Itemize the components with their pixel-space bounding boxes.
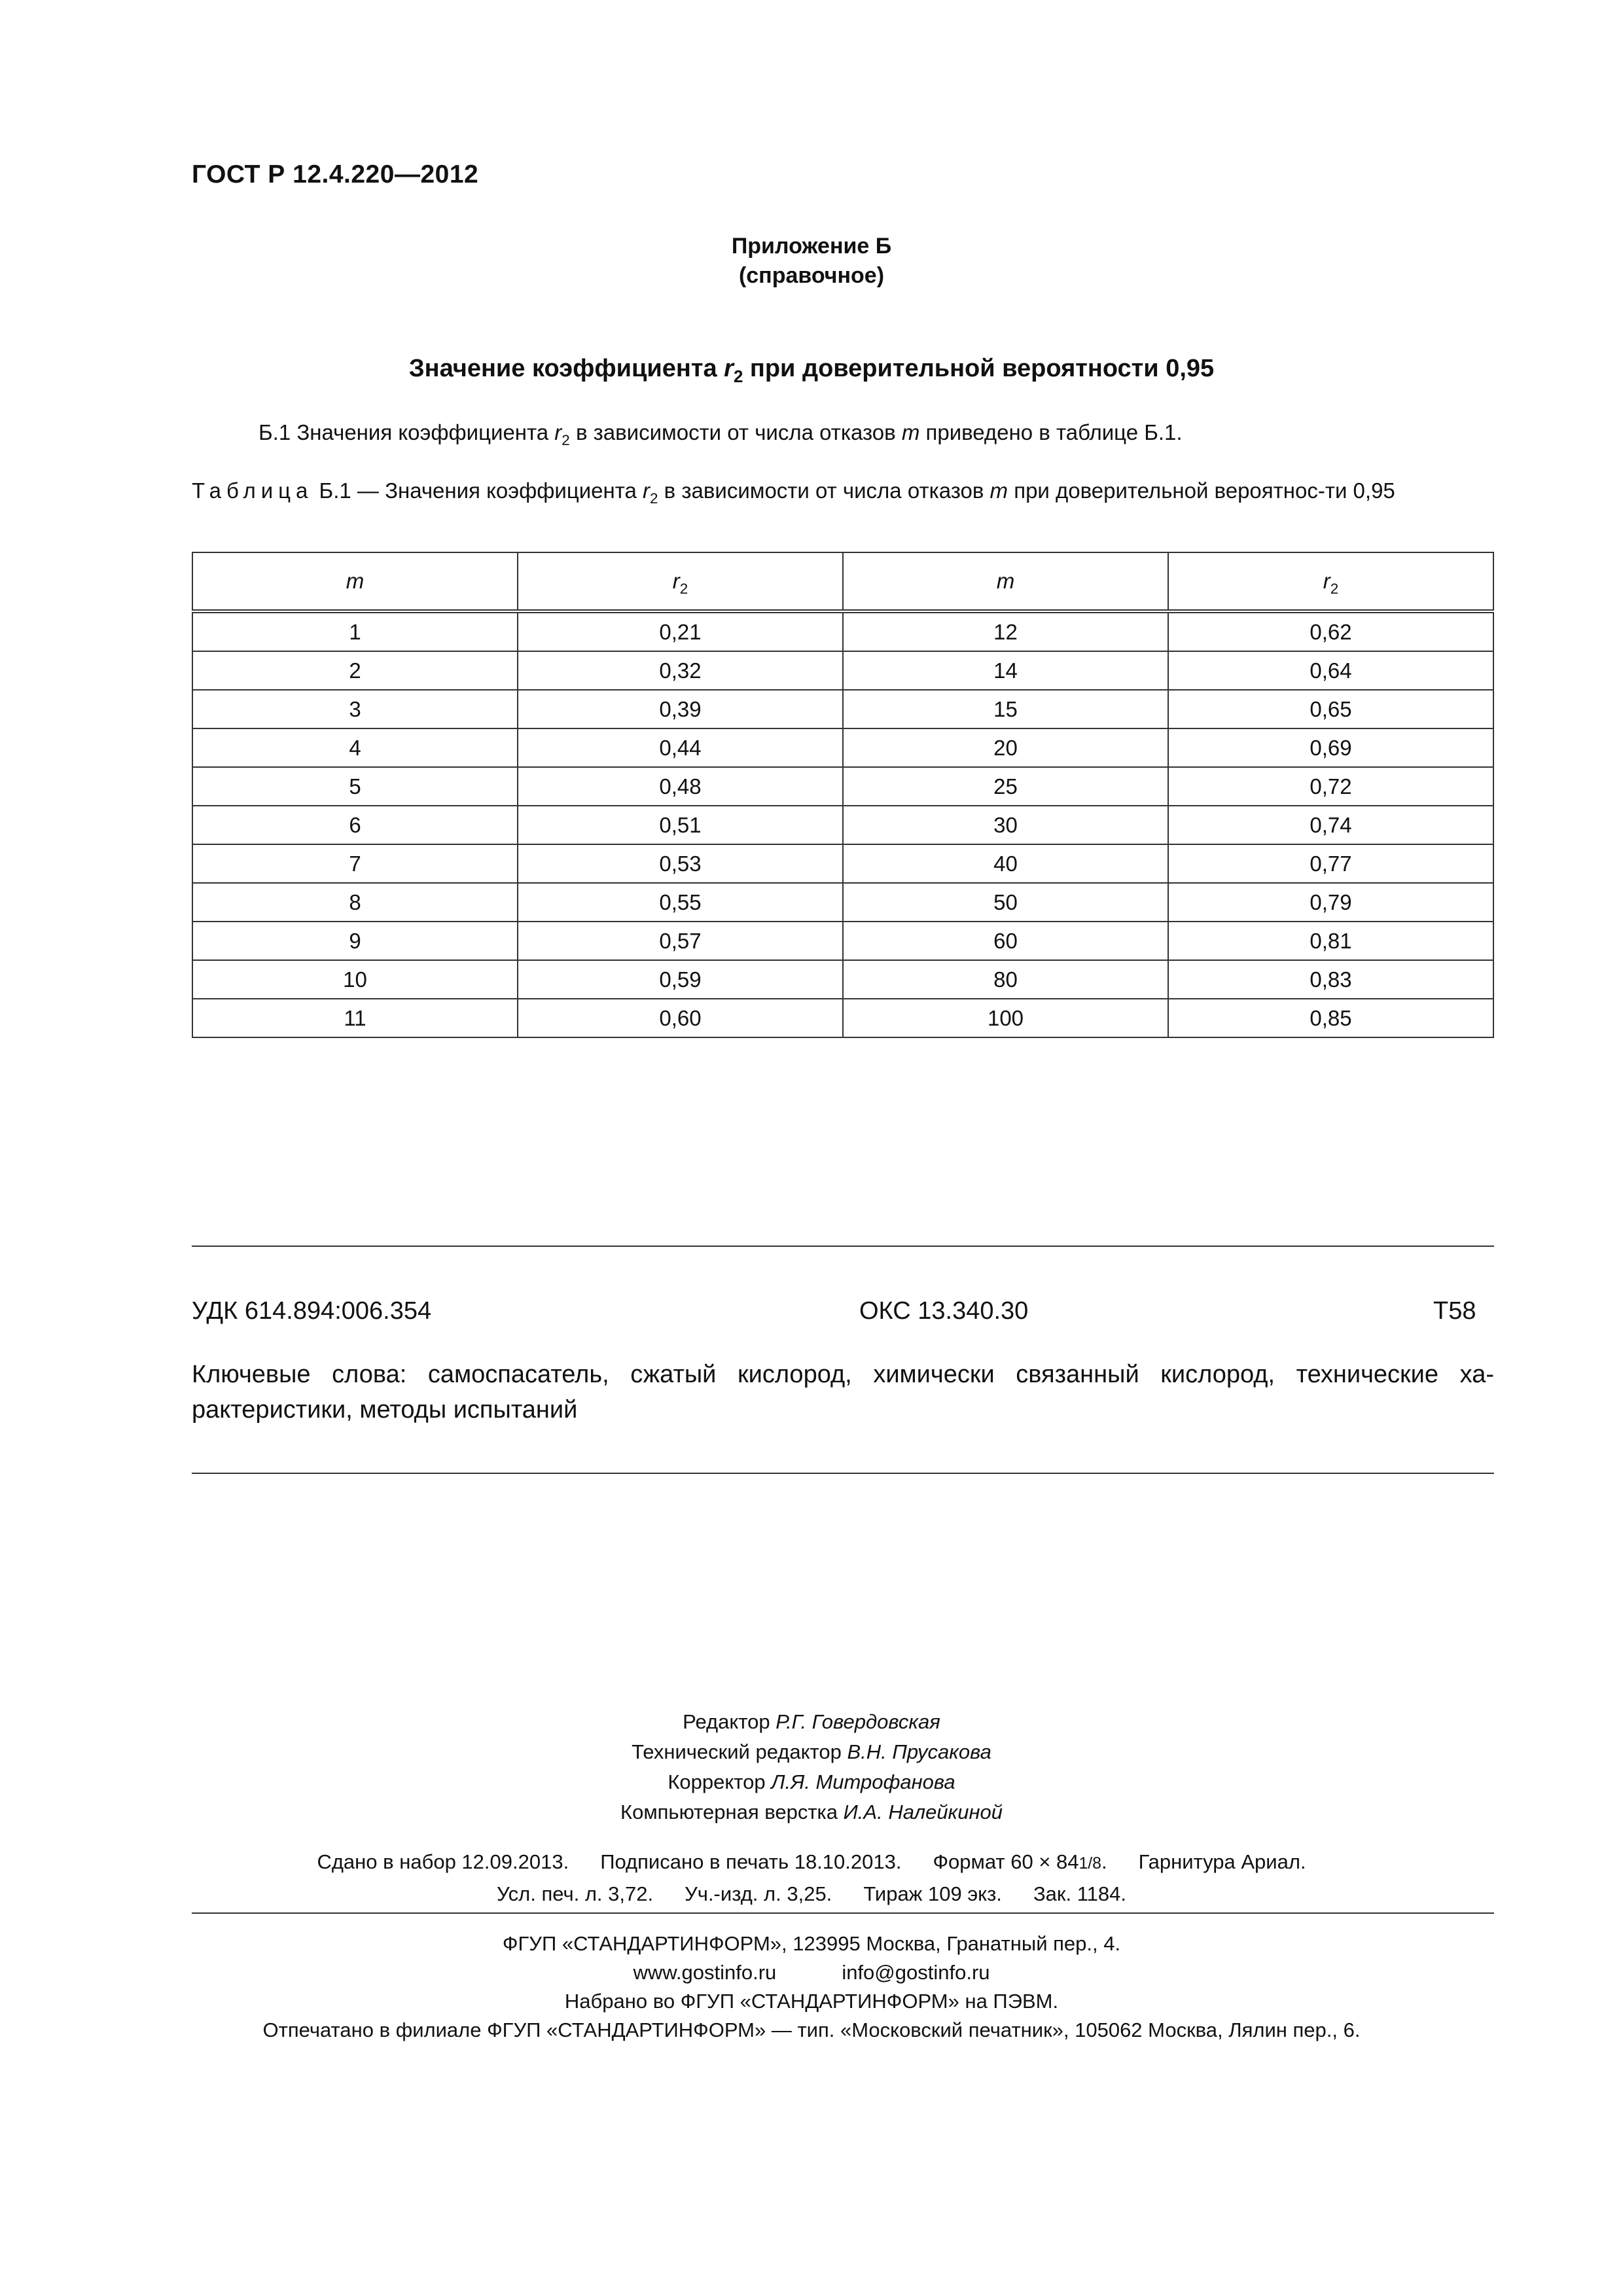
appendix-status: (справочное) [738,263,885,288]
divider-middle [192,1473,1494,1474]
header-m-left-text: m [346,569,365,593]
table-row [192,806,1493,844]
credit-role: Корректор [668,1770,772,1793]
section-title-symbol: r [724,355,734,382]
table-cell: 8 [192,883,518,922]
header-r-left-sub: 2 [679,580,688,597]
header-m-right [843,552,1168,611]
table-cell: 0,55 [518,883,843,922]
table-cell: 15 [843,690,1168,728]
table-row [192,960,1493,999]
table-cell: 0,39 [518,690,843,728]
table-cell: 0,21 [518,611,843,651]
format-end: . [1101,1850,1107,1873]
typeface: Гарнитура Ариал. [1138,1850,1306,1873]
credit-role: Технический редактор [632,1740,847,1763]
table-row [192,611,1493,651]
header-r-right-text: r [1323,569,1330,593]
credit-layout [0,1797,1623,1827]
table-cell: 0,69 [1168,728,1493,767]
paragraph-subscript: 2 [562,431,570,448]
table-cell: 80 [843,960,1168,999]
printed-note: Отпечатано в филиале ФГУП «СТАНДАРТИНФОРМ» — тип. «Московский печатник», 105062 Москва, Лялин пер., 6. [262,2018,1361,2041]
credit-name: Р.Г. Говердовская [776,1710,940,1733]
credit-role: Редактор [683,1710,776,1733]
table-cell: 10 [192,960,518,999]
header-r-left-text: r [672,569,680,593]
table-cell: 20 [843,728,1168,767]
table-cell: 0,60 [518,999,843,1037]
section-title-subscript: 2 [733,368,743,387]
table-cell: 0,72 [1168,767,1493,806]
table-cell: 4 [192,728,518,767]
credits-block [0,1707,1623,1827]
paragraph-text-3: приведено в таблице Б.1. [919,420,1183,444]
table-caption [192,476,1494,505]
table-cell: 12 [843,611,1168,651]
table-row [192,651,1493,690]
paragraph-text-2: в зависимости от числа отказов [569,420,902,444]
table-cell: 0,85 [1168,999,1493,1037]
table-cell: 0,59 [518,960,843,999]
table-cell: 1 [192,611,518,651]
caption-symbol-r: r [643,478,651,503]
table-cell: 14 [843,651,1168,690]
header-r2-right [1168,552,1493,611]
header-m-left [192,552,518,611]
table-cell: 0,32 [518,651,843,690]
format-fraction: 1/8 [1079,1855,1101,1873]
table-cell: 0,53 [518,844,843,883]
table-row [192,844,1493,883]
divider-bottom [192,1912,1494,1914]
keywords: Ключевые слова: самоспасатель, сжатый кислород, химически связанный кислород, технические ха-рактеристики, методы испытаний [192,1361,1494,1424]
footer-block [0,1929,1623,2045]
section-title-text-end: при доверительной вероятности 0,95 [743,355,1215,382]
paragraph-b1 [259,420,1183,448]
credit-editor [0,1707,1623,1737]
print-sheets: Усл. печ. л. 3,72. [497,1882,654,1905]
document-id: ГОСТ Р 12.4.220—2012 [192,160,479,188]
email-link[interactable]: info@gostinfo.ru [842,1961,990,1984]
website-link[interactable]: www.gostinfo.ru [633,1961,777,1984]
credit-name: Л.Я. Митрофанова [771,1770,955,1793]
credit-proofreader [0,1767,1623,1797]
table-header-row [192,552,1493,611]
print-info [0,1847,1623,1909]
table-cell: 30 [843,806,1168,844]
table-cell: 0,81 [1168,922,1493,960]
print-run: Тираж 109 экз. [863,1882,1002,1905]
format-text: Формат 60 × 84 [933,1850,1079,1873]
paragraph-symbol-r: r [554,420,562,444]
appendix-title: Приложение Б [731,234,892,259]
credit-tech-editor [0,1737,1623,1767]
table-cell: 50 [843,883,1168,922]
caption-subscript: 2 [650,490,658,507]
credit-role: Компьютерная верстка [620,1801,844,1823]
publisher-address: ФГУП «СТАНДАРТИНФОРМ», 123995 Москва, Гранатный пер., 4. [502,1932,1121,1955]
table-cell: 0,57 [518,922,843,960]
table-cell: 0,44 [518,728,843,767]
publisher-sheets: Уч.-изд. л. 3,25. [685,1882,832,1905]
table-cell: 0,51 [518,806,843,844]
paragraph-symbol-m: m [901,420,920,444]
header-m-right-text: m [996,569,1015,593]
signed-date: Подписано в печать 18.10.2013. [600,1850,902,1873]
caption-text-2: в зависимости от числа отказов [658,478,990,503]
print-info-line-1 [0,1847,1623,1879]
table-cell: 0,79 [1168,883,1493,922]
caption-symbol-m: m [990,478,1008,503]
oks-code: ОКС 13.340.30 [859,1297,1029,1325]
table-cell: 0,77 [1168,844,1493,883]
table-cell: 25 [843,767,1168,806]
table-cell: 7 [192,844,518,883]
table-row [192,922,1493,960]
table-cell: 40 [843,844,1168,883]
udk-code: УДК 614.894:006.354 [192,1297,432,1325]
table-cell: 0,74 [1168,806,1493,844]
sent-date: Сдано в набор 12.09.2013. [317,1850,569,1873]
paragraph-text-1: Б.1 Значения коэффициента [259,420,555,444]
table-row [192,690,1493,728]
table-row [192,999,1493,1037]
table-row [192,767,1493,806]
caption-label: Таблица [192,478,313,503]
table-cell: 0,83 [1168,960,1493,999]
table-cell: 0,64 [1168,651,1493,690]
table-cell: 9 [192,922,518,960]
table-cell: 60 [843,922,1168,960]
table-cell: 0,62 [1168,611,1493,651]
group-code: Т58 [1433,1297,1476,1325]
table-cell: 6 [192,806,518,844]
table-row [192,883,1493,922]
credit-name: И.А. Налейкиной [843,1801,1003,1823]
table-cell: 5 [192,767,518,806]
typeset-note: Набрано во ФГУП «СТАНДАРТИНФОРМ» на ПЭВМ. [564,1990,1059,2013]
section-title-text-start: Значение коэффициента [408,355,724,382]
table-cell: 11 [192,999,518,1037]
order-number: Зак. 1184. [1033,1882,1126,1905]
table-cell: 2 [192,651,518,690]
credit-name: В.Н. Прусакова [847,1740,991,1763]
table-cell: 0,65 [1168,690,1493,728]
coefficient-table [192,552,1494,1038]
table-row [192,728,1493,767]
divider-top [192,1246,1494,1247]
table-cell: 0,48 [518,767,843,806]
print-info-line-2 [0,1879,1623,1909]
section-title [0,355,1623,387]
header-r-right-sub: 2 [1330,580,1339,597]
table-cell: 3 [192,690,518,728]
caption-text-1: Б.1 — Значения коэффициента [313,478,643,503]
table-cell: 100 [843,999,1168,1037]
contact-line [0,1958,1623,1987]
caption-text-3: при доверительной вероятнос-ти 0,95 [1008,478,1395,503]
header-r2-left [518,552,843,611]
